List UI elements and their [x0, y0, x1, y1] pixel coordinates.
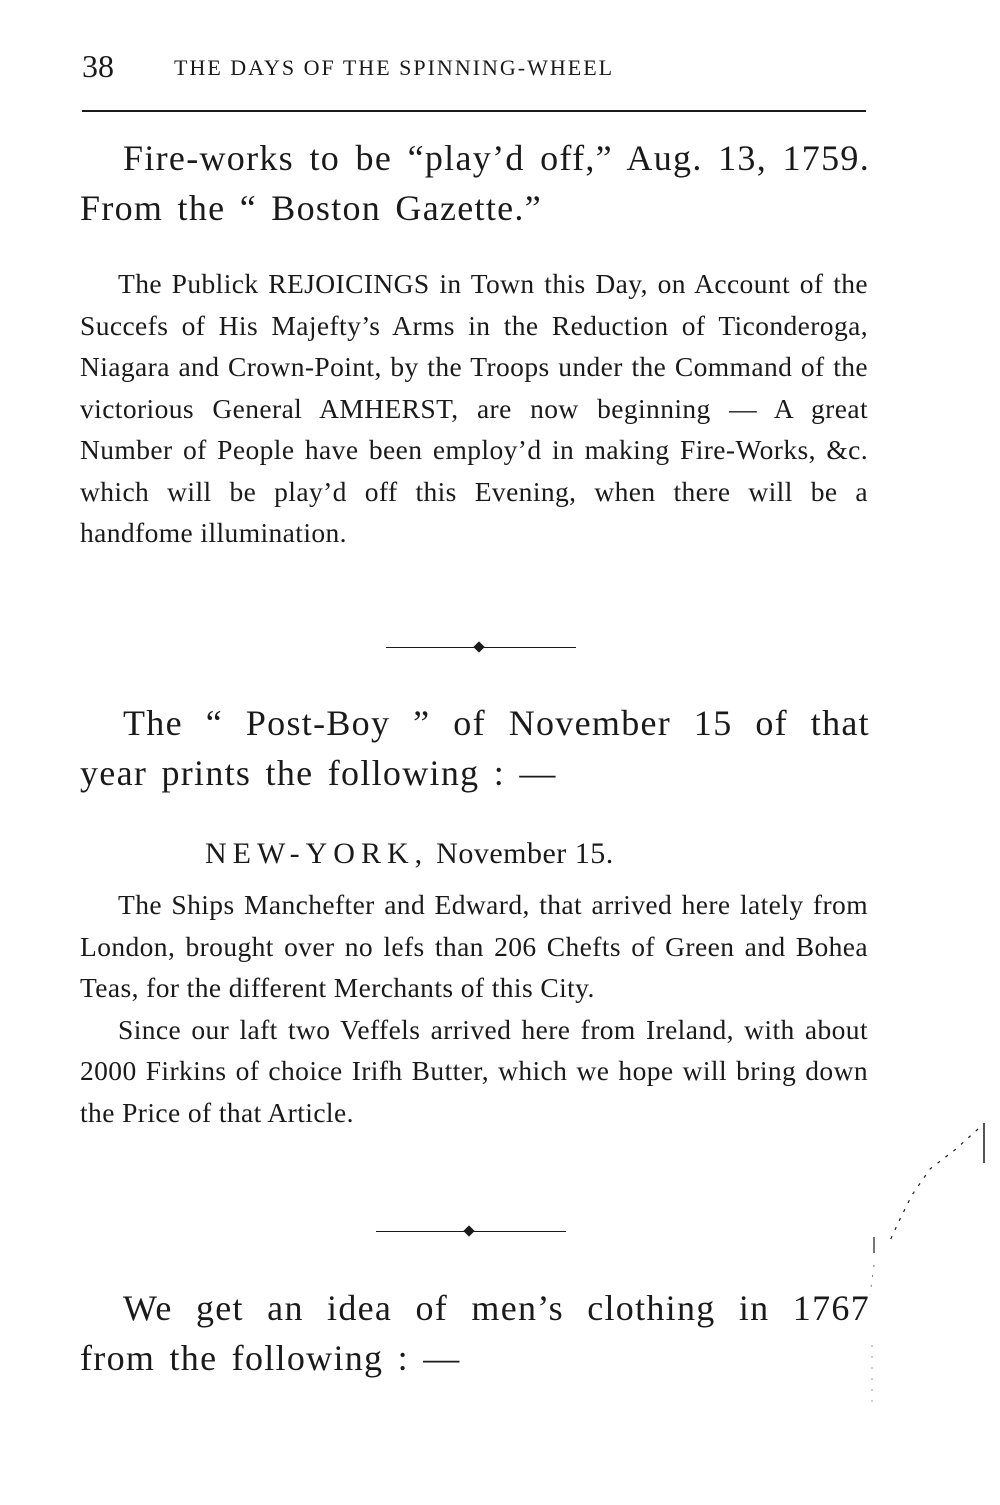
section-intro-fireworks: Fire-works to be “play’d off,” Aug. 13, 1759. From the “ Boston Gazette.”: [80, 138, 870, 228]
running-title: THE DAYS OF THE SPINNING-WHEEL: [174, 55, 615, 80]
running-head: [82, 48, 866, 88]
section-divider: [386, 642, 576, 654]
quote-boston-gazette: [80, 263, 868, 554]
section-intro-post-boy: The “ Post-Boy ” of November 15 of that year prints the following : —: [80, 703, 870, 793]
dateline-date: November 15.: [436, 837, 614, 870]
section-intro-clothing: We get an idea of men’s clothing in 1767 from the following : —: [80, 1288, 870, 1378]
page-number: 38: [82, 48, 114, 84]
divider-diamond-icon: [463, 1225, 474, 1236]
quote-post-boy: [80, 884, 868, 1133]
divider-diamond-icon: [473, 641, 484, 652]
quote-paragraph: The Publick REJOICINGS in Town this Day, on Account of the Succefs of His Majefty’s Arms in the Reduction of Ticonderoga, Niagara and Crown-Point, by the Troops under the Command of the victorious General AMHERST, are now beginning — A great Number of People have been employ’d in making Fire-Works, &c. which will be play’d off this Evening, when there will be a handfome illumination.: [80, 268, 868, 548]
dateline: [205, 832, 614, 876]
section-divider: [376, 1226, 566, 1238]
margin-scan-marks: [860, 1115, 990, 1415]
header-rule: [82, 110, 866, 112]
dateline-place: NEW-YORK,: [205, 837, 429, 870]
quote-paragraph-ships: The Ships Manchefter and Edward, that arrived here lately from London, brought over no lefs than 206 Chefts of Green and Bohea Teas, for the different Merchants of this City.: [80, 889, 868, 1003]
quote-paragraph-vessels: Since our laft two Veffels arrived here from Ireland, with about 2000 Firkins of choice Irifh Butter, which we hope will bring down the Price of that Article.: [80, 1013, 868, 1128]
